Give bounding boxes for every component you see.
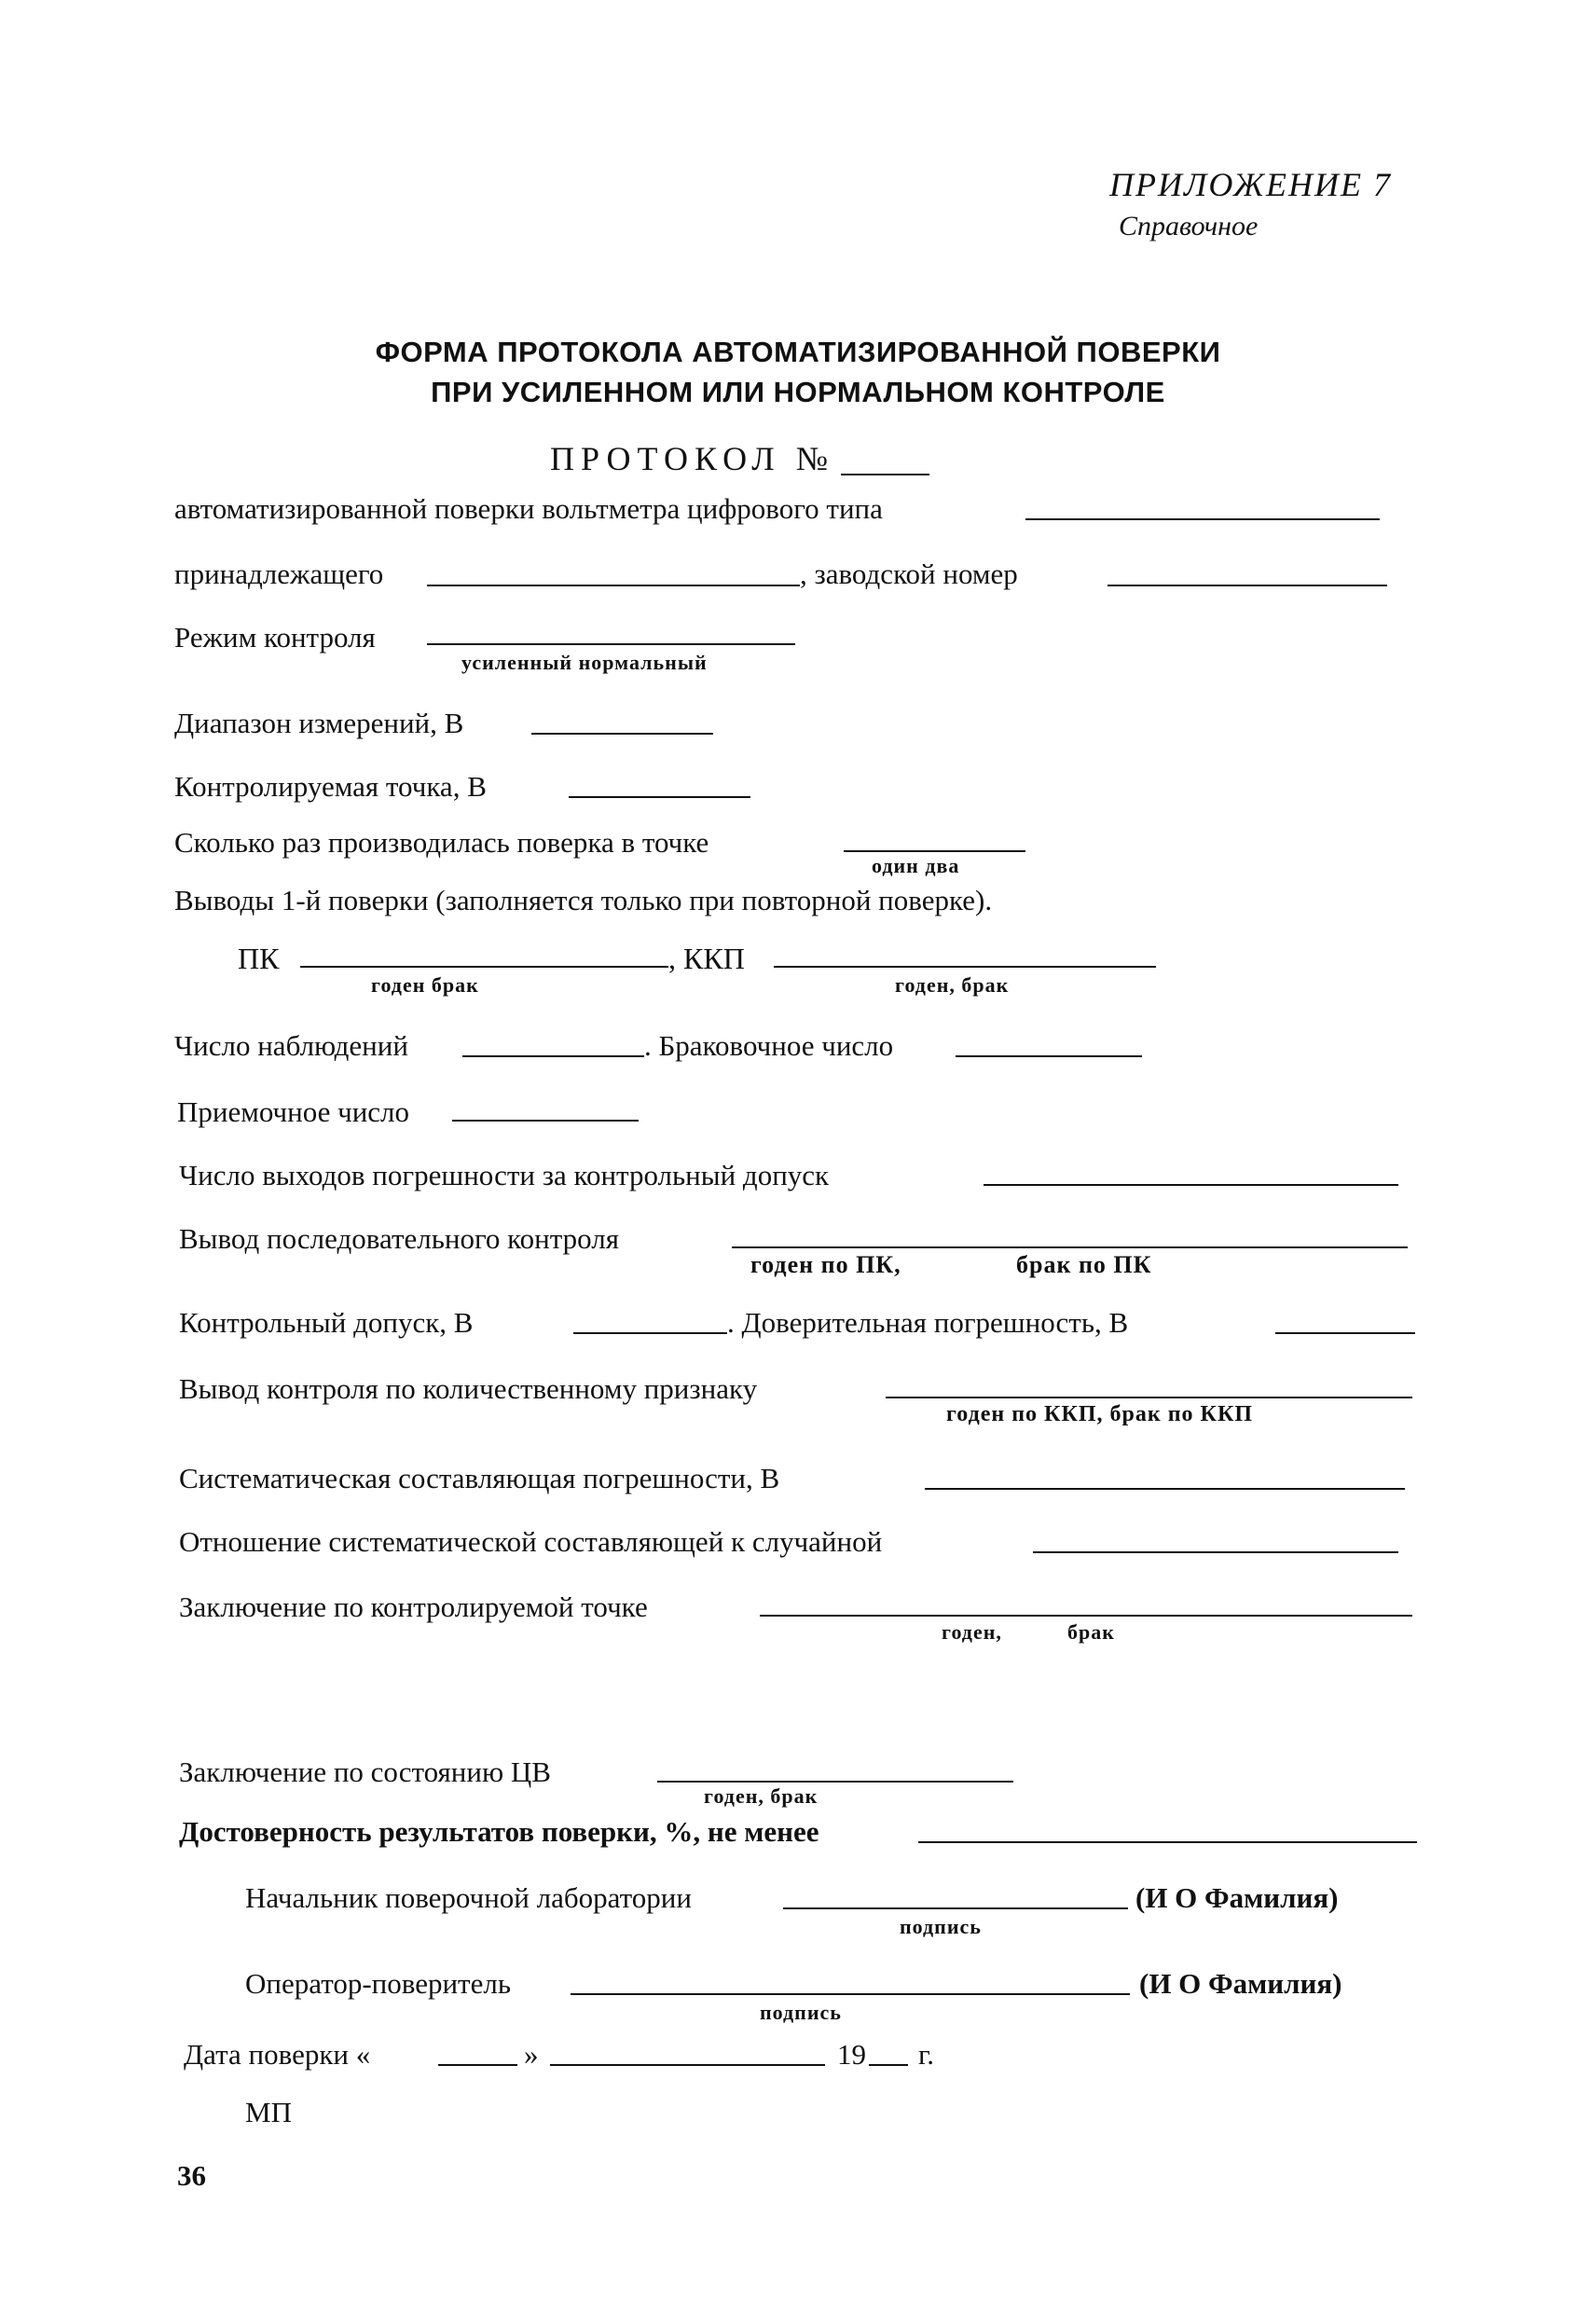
date-month-field[interactable]	[550, 2064, 825, 2066]
field-confidence-input[interactable]	[1275, 1332, 1415, 1334]
operator-signature-hint: подпись	[760, 2001, 842, 2024]
field-systematic-input[interactable]	[925, 1488, 1405, 1490]
protocol-number-field[interactable]	[841, 474, 929, 475]
field-times-input[interactable]	[844, 850, 1025, 852]
field-tolerance-label: Контрольный допуск, В	[179, 1306, 474, 1339]
field-quantitative-hint: годен по ККП, брак по ККП	[946, 1402, 1254, 1426]
field-sequential-input[interactable]	[732, 1246, 1408, 1248]
form-heading-line1: ФОРМА ПРОТОКОЛА АВТОМАТИЗИРОВАННОЙ ПОВЕРКИ	[375, 336, 1221, 368]
field-pk-hint: годен брак	[371, 973, 479, 997]
field-first-results-label: Выводы 1-й поверки (заполняется только при повторной поверке).	[174, 884, 993, 916]
field-systematic-label: Систематическая составляющая погрешности, В	[179, 1462, 780, 1494]
appendix-subtitle: Справочное	[1119, 211, 1259, 241]
field-kkp-label: , ККП	[668, 942, 745, 975]
field-kkp-input[interactable]	[774, 966, 1156, 968]
field-rejection-input[interactable]	[956, 1055, 1142, 1057]
field-mode-hint: усиленный нормальный	[461, 651, 708, 674]
field-rejection-label: . Браковочное число	[644, 1029, 894, 1062]
field-pk-input[interactable]	[300, 966, 668, 968]
field-observations-input[interactable]	[462, 1055, 644, 1057]
field-times-label: Сколько раз производилась поверка в точке	[174, 826, 709, 859]
field-point-input[interactable]	[569, 796, 750, 798]
field-conclusion-point-hint-good: годен,	[942, 1620, 1002, 1644]
field-exceed-label: Число выходов погрешности за контрольный допуск	[179, 1159, 830, 1191]
field-mode-input[interactable]	[427, 643, 795, 645]
field-type-input[interactable]	[1025, 518, 1380, 520]
date-year-prefix: 19	[837, 2038, 866, 2071]
field-mode-label: Режим контроля	[174, 621, 376, 654]
operator-name: (И О Фамилия)	[1139, 1967, 1342, 2000]
form-heading-line2: ПРИ УСИЛЕННОМ ИЛИ НОРМАЛЬНОМ КОНТРОЛЕ	[431, 376, 1165, 408]
date-year-suffix: г.	[918, 2038, 934, 2071]
field-quantitative-label: Вывод контроля по количественному признаку	[179, 1372, 758, 1405]
field-sequential-label: Вывод последовательного контроля	[179, 1222, 619, 1255]
field-serial-label: , заводской номер	[800, 558, 1018, 590]
field-conclusion-cv-hint: годен, брак	[704, 1784, 819, 1808]
field-owner-input[interactable]	[427, 585, 800, 586]
field-conclusion-cv-input[interactable]	[657, 1781, 1013, 1783]
field-ratio-label: Отношение систематической составляющей к случайной	[179, 1525, 883, 1558]
field-tolerance-input[interactable]	[573, 1332, 727, 1334]
field-acceptance-input[interactable]	[452, 1120, 639, 1122]
field-conclusion-point-hint-bad: брак	[1067, 1620, 1115, 1644]
field-owner-label: принадлежащего	[174, 558, 384, 590]
appendix-title: ПРИЛОЖЕНИЕ 7	[1109, 166, 1392, 203]
head-name: (И О Фамилия)	[1135, 1881, 1339, 1914]
field-conclusion-cv-label: Заключение по состоянию ЦВ	[179, 1755, 551, 1788]
field-conclusion-point-label: Заключение по контролируемой точке	[179, 1590, 648, 1623]
protocol-title: ПРОТОКОЛ №	[550, 440, 835, 477]
stamp-label: МП	[245, 2096, 292, 2128]
operator-label: Оператор-поверитель	[245, 1967, 511, 2000]
field-range-input[interactable]	[531, 733, 713, 735]
date-year-field[interactable]	[869, 2064, 908, 2066]
page-number: 36	[177, 2159, 206, 2192]
field-quantitative-input[interactable]	[886, 1397, 1412, 1398]
head-signature-field[interactable]	[783, 1907, 1128, 1909]
head-signature-hint: подпись	[900, 1915, 982, 1938]
field-observations-label: Число наблюдений	[174, 1029, 408, 1062]
field-kkp-hint: годен, брак	[895, 973, 1010, 997]
field-serial-input[interactable]	[1108, 585, 1387, 586]
field-confidence-label: . Доверительная погрешность, В	[727, 1306, 1129, 1339]
field-exceed-input[interactable]	[984, 1184, 1398, 1186]
field-type-label: автоматизированной поверки вольтметра цифрового типа	[174, 492, 883, 525]
head-label: Начальник поверочной лаборатории	[245, 1881, 692, 1914]
field-reliability-label: Достоверность результатов поверки, %, не менее	[179, 1815, 819, 1848]
operator-signature-field[interactable]	[571, 1993, 1130, 1995]
field-times-hint: один два	[872, 854, 960, 877]
field-conclusion-point-input[interactable]	[760, 1615, 1412, 1617]
field-range-label: Диапазон измерений, В	[174, 707, 464, 739]
date-day-field[interactable]	[438, 2064, 517, 2066]
date-mid: »	[524, 2038, 539, 2071]
field-point-label: Контролируемая точка, В	[174, 770, 487, 803]
field-pk-label: ПК	[238, 942, 280, 975]
field-acceptance-label: Приемочное число	[177, 1095, 410, 1128]
field-sequential-hint-bad: брак по ПК	[1016, 1251, 1152, 1278]
field-ratio-input[interactable]	[1033, 1551, 1398, 1553]
date-label: Дата поверки «	[184, 2038, 371, 2071]
field-reliability-input[interactable]	[918, 1841, 1417, 1843]
field-sequential-hint-good: годен по ПК,	[750, 1251, 901, 1278]
